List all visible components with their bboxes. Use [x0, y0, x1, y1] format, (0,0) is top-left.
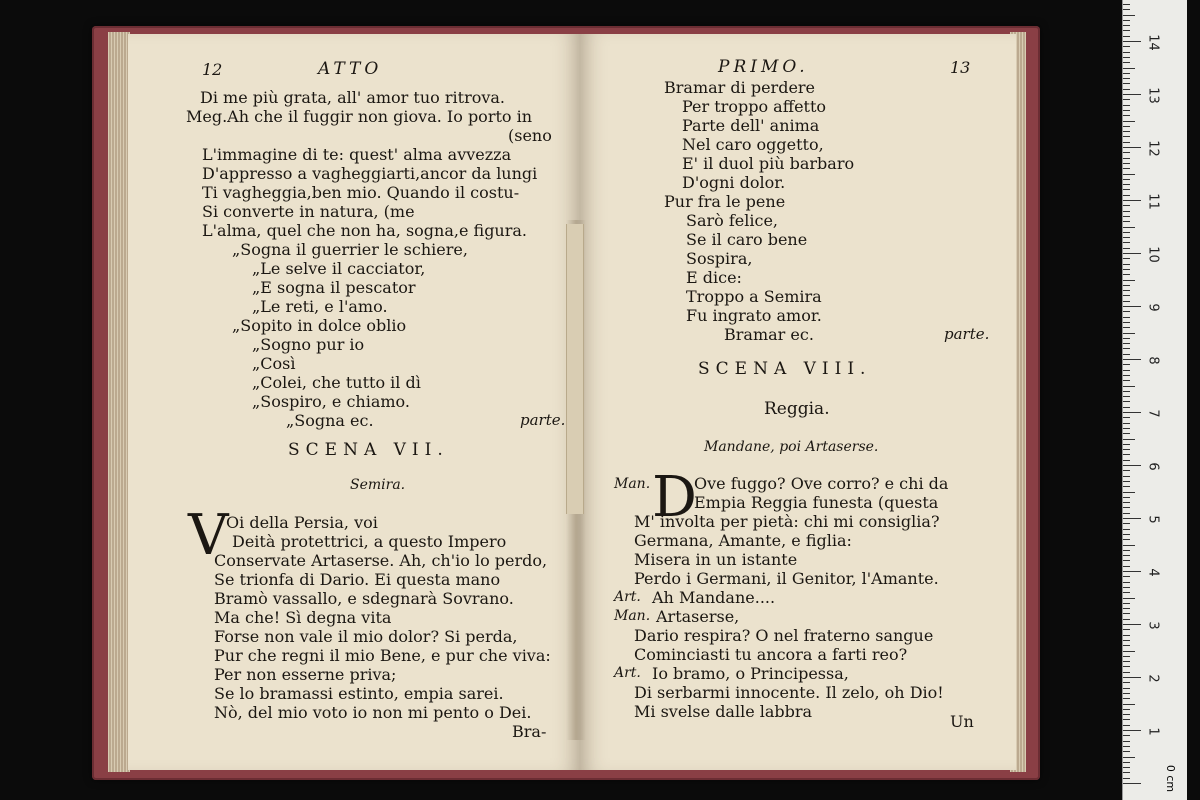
ruler-tick	[1123, 560, 1130, 561]
text-line: L'immagine di te: quest' alma avvezza	[202, 145, 512, 164]
aria-line: Bramar di perdere	[664, 78, 816, 97]
scene-characters: Mandane, poi Artaserse.	[704, 439, 879, 455]
ruler-tick	[1123, 248, 1130, 249]
running-head: ATTO	[318, 59, 383, 79]
ruler-tick	[1123, 407, 1130, 408]
ruler-tick	[1123, 280, 1135, 281]
ruler-tick	[1123, 195, 1130, 196]
aria-line: Sospira,	[686, 249, 753, 268]
ruler-tick	[1123, 529, 1130, 530]
text-line: L'alma, quel che non ha, sogna,e figura.	[202, 221, 528, 240]
ruler-tick	[1123, 126, 1130, 127]
ruler-tick	[1123, 189, 1130, 190]
ruler-tick	[1123, 507, 1130, 508]
aria-line: Fu ingrato amor.	[686, 306, 822, 325]
ruler-tick	[1123, 211, 1130, 212]
catchword: Un	[950, 712, 974, 731]
ruler-tick	[1123, 25, 1130, 26]
ruler-unit: 0 cm	[1164, 764, 1178, 793]
ruler-tick	[1123, 221, 1130, 222]
text-line: Meg.Ah che il fuggir non giova. Io porto in	[186, 107, 533, 126]
ruler-tick	[1123, 62, 1130, 63]
exit-mark: parte.	[520, 411, 566, 429]
ruler-tick	[1123, 391, 1130, 392]
ruler-tick	[1123, 15, 1135, 16]
ruler-tick	[1123, 258, 1130, 259]
text-line: D'appresso a vagheggiarti,ancor da lungi	[202, 164, 538, 183]
ruler-tick	[1123, 68, 1135, 69]
speaker-label: Art.	[614, 589, 641, 605]
ruler-number: 2	[1145, 674, 1161, 683]
dialogue-line: Di serbarmi innocente. Il zelo, oh Dio!	[634, 683, 944, 702]
ruler-tick	[1123, 46, 1130, 47]
ruler-tick	[1123, 174, 1135, 175]
ruler-tick	[1123, 306, 1141, 307]
ruler-tick	[1123, 725, 1130, 726]
ruler-tick	[1123, 184, 1130, 185]
text-line: Bramò vassallo, e sdegnarà Sovrano.	[214, 589, 514, 608]
ruler-tick	[1123, 216, 1130, 217]
aria-line: Troppo a Semira	[686, 287, 822, 306]
ruler-tick	[1123, 598, 1135, 599]
dialogue-line: M' involta per pietà: chi mi consiglia?	[634, 512, 940, 531]
ruler-number: 14	[1145, 34, 1161, 51]
ruler-tick	[1123, 295, 1130, 296]
ruler-number: 7	[1145, 409, 1161, 418]
right-page	[580, 34, 1016, 770]
ruler-tick	[1123, 364, 1130, 365]
ruler-tick	[1123, 36, 1130, 37]
page-block-edge-left	[108, 32, 130, 772]
text-line: Ma che! Sì degna vita	[214, 608, 392, 627]
aria-line: „Così	[252, 354, 296, 373]
ruler-number: 8	[1145, 356, 1161, 365]
ruler-tick	[1123, 290, 1130, 291]
ruler-tick	[1123, 635, 1130, 636]
ruler-tick	[1123, 73, 1130, 74]
dialogue-line: Mi svelse dalle labbra	[634, 702, 813, 721]
ruler-tick	[1123, 264, 1130, 265]
text-line: Per non esserne priva;	[214, 665, 397, 684]
ruler-tick	[1123, 158, 1130, 159]
ruler-tick	[1123, 486, 1130, 487]
page-number: 12	[202, 60, 223, 79]
ruler-tick	[1123, 9, 1130, 10]
ruler-tick	[1123, 640, 1130, 641]
text-line: Ti vagheggia,ben mio. Quando il costu-	[202, 183, 520, 202]
speaker-label: Man.	[614, 608, 651, 624]
aria-line: „Sogna il guerrier le schiere,	[232, 240, 468, 259]
dialogue-line: Empia Reggia funesta (questa	[694, 493, 939, 512]
ruler-tick	[1123, 333, 1135, 334]
ruler-tick	[1123, 714, 1130, 715]
ruler-tick	[1123, 719, 1130, 720]
ruler-tick	[1123, 492, 1135, 493]
ruler-tick	[1123, 105, 1130, 106]
text-line: Di me più grata, all' amor tuo ritrova.	[200, 88, 506, 107]
ruler-tick	[1123, 136, 1130, 137]
ruler-tick	[1123, 783, 1141, 784]
ruler-tick	[1123, 513, 1130, 514]
ruler-tick	[1123, 534, 1130, 535]
ruler-tick	[1123, 444, 1130, 445]
ruler-tick	[1123, 417, 1130, 418]
ruler-tick	[1123, 629, 1130, 630]
ruler-tick	[1123, 274, 1130, 275]
aria-line: „Sopito in dolce oblio	[232, 316, 407, 335]
ruler-tick	[1123, 301, 1130, 302]
ruler-tick	[1123, 147, 1141, 148]
ruler-tick	[1123, 163, 1130, 164]
aria-line: „Le selve il cacciator,	[252, 259, 426, 278]
ruler-tick	[1123, 269, 1130, 270]
aria-line: Bramar ec.	[724, 325, 814, 344]
text-line: Si converte in natura, (me	[202, 202, 415, 221]
aria-line: „Sogno pur io	[252, 335, 365, 354]
dialogue-line: Misera in un istante	[634, 550, 798, 569]
text-line: Nò, del mio voto io non mi pento o Dei.	[214, 703, 532, 722]
speaker-label: Man.	[614, 476, 651, 492]
ruler-tick	[1123, 545, 1135, 546]
dialogue-line: Dario respira? O nel fraterno sangue	[634, 626, 934, 645]
ruler-tick	[1123, 613, 1130, 614]
ruler-tick	[1123, 465, 1141, 466]
dialogue-line: Cominciasti tu ancora a farti reo?	[634, 645, 908, 664]
ruler-tick	[1123, 778, 1130, 779]
measurement-ruler	[1122, 0, 1187, 800]
aria-line: Pur fra le pene	[664, 192, 786, 211]
aria-line: Per troppo affetto	[682, 97, 827, 116]
ruler-tick	[1123, 741, 1130, 742]
ruler-tick	[1123, 571, 1141, 572]
ruler-tick	[1123, 751, 1130, 752]
ruler-tick	[1123, 704, 1135, 705]
drop-cap: V	[188, 503, 229, 568]
ruler-tick	[1123, 566, 1130, 567]
ruler-tick	[1123, 4, 1130, 5]
ruler-number: 11	[1145, 193, 1161, 210]
dialogue-line: Io bramo, o Principessa,	[652, 664, 849, 683]
ruler-tick	[1123, 661, 1130, 662]
ruler-tick	[1123, 242, 1130, 243]
ruler-number: 10	[1145, 246, 1161, 263]
speaker-label: Art.	[614, 665, 641, 681]
ruler-number: 5	[1145, 515, 1161, 524]
ruler-number: 4	[1145, 568, 1161, 577]
ruler-tick	[1123, 386, 1135, 387]
ruler-tick	[1123, 576, 1130, 577]
ruler-tick	[1123, 348, 1130, 349]
aria-line: E' il duol più barbaro	[682, 154, 855, 173]
aria-line: D'ogni dolor.	[682, 173, 786, 192]
ruler-tick	[1123, 582, 1130, 583]
ruler-tick	[1123, 523, 1130, 524]
ruler-number: 1	[1145, 727, 1161, 736]
drop-cap: D	[652, 465, 697, 530]
ruler-tick	[1123, 396, 1130, 397]
ruler-tick	[1123, 78, 1130, 79]
ruler-tick	[1123, 41, 1141, 42]
text-line: Deità protettrici, a questo Impero	[232, 532, 507, 551]
ruler-number: 6	[1145, 462, 1161, 471]
ruler-tick	[1123, 730, 1141, 731]
ruler-tick	[1123, 550, 1130, 551]
ruler-tick	[1123, 30, 1130, 31]
ruler-tick	[1123, 624, 1141, 625]
ruler-tick	[1123, 380, 1130, 381]
aria-line: „Sospiro, e chiamo.	[252, 392, 410, 411]
scene-character: Semira.	[350, 477, 406, 493]
ruler-tick	[1123, 460, 1130, 461]
text-line: (seno	[508, 126, 552, 145]
ruler-tick	[1123, 338, 1130, 339]
text-line: Se lo bramassi estinto, empia sarei.	[214, 684, 504, 703]
binding-tape	[566, 224, 584, 514]
ruler-number: 12	[1145, 140, 1161, 157]
ruler-tick	[1123, 772, 1130, 773]
scene-title: SCENA VIII.	[698, 359, 872, 379]
aria-line: Sarò felice,	[686, 211, 779, 230]
ruler-tick	[1123, 682, 1130, 683]
ruler-tick	[1123, 693, 1130, 694]
aria-line: „E sogna il pescator	[252, 278, 416, 297]
ruler-tick	[1123, 619, 1130, 620]
ruler-tick	[1123, 709, 1130, 710]
ruler-tick	[1123, 311, 1130, 312]
ruler-tick	[1123, 232, 1130, 233]
ruler-tick	[1123, 666, 1130, 667]
ruler-number: 3	[1145, 621, 1161, 630]
ruler-tick	[1123, 401, 1130, 402]
ruler-tick	[1123, 370, 1130, 371]
ruler-tick	[1123, 539, 1130, 540]
ruler-tick	[1123, 698, 1130, 699]
ruler-tick	[1123, 555, 1130, 556]
ruler-tick	[1123, 476, 1130, 477]
ruler-tick	[1123, 677, 1141, 678]
dialogue-line: Perdo i Germani, il Genitor, l'Amante.	[634, 569, 939, 588]
dialogue-line: Ah Mandane....	[652, 588, 776, 607]
ruler-tick	[1123, 227, 1135, 228]
ruler-tick	[1123, 359, 1141, 360]
ruler-tick	[1123, 121, 1135, 122]
ruler-tick	[1123, 200, 1141, 201]
text-line: Conservate Artaserse. Ah, ch'io lo perdo,	[214, 551, 548, 570]
ruler-tick	[1123, 735, 1130, 736]
scene-title: SCENA VII.	[288, 440, 449, 460]
ruler-tick	[1123, 762, 1130, 763]
running-head: PRIMO.	[718, 57, 809, 77]
ruler-tick	[1123, 322, 1130, 323]
aria-line: „Colei, che tutto il dì	[252, 373, 421, 392]
ruler-tick	[1123, 645, 1130, 646]
ruler-tick	[1123, 603, 1130, 604]
text-line: Se trionfa di Dario. Ei questa mano	[214, 570, 501, 589]
ruler-tick	[1123, 449, 1130, 450]
scene-place: Reggia.	[764, 399, 830, 419]
catchword: Bra-	[512, 722, 547, 741]
page-number: 13	[950, 58, 971, 77]
ruler-tick	[1123, 502, 1130, 503]
ruler-tick	[1123, 454, 1130, 455]
ruler-tick	[1123, 115, 1130, 116]
dialogue-line: Germana, Amante, e figlia:	[634, 531, 852, 550]
ruler-tick	[1123, 672, 1130, 673]
ruler-tick	[1123, 57, 1130, 58]
ruler-number: 9	[1145, 303, 1161, 312]
ruler-tick	[1123, 354, 1130, 355]
ruler-tick	[1123, 168, 1130, 169]
ruler-tick	[1123, 205, 1130, 206]
text-line: Forse non vale il mio dolor? Si perda,	[214, 627, 518, 646]
ruler-number: 13	[1145, 87, 1161, 104]
aria-line: „Sogna ec.	[286, 411, 374, 430]
ruler-tick	[1123, 142, 1130, 143]
ruler-tick	[1123, 608, 1130, 609]
ruler-tick	[1123, 423, 1130, 424]
ruler-tick	[1123, 20, 1130, 21]
text-line: Oi della Persia, voi	[226, 513, 378, 532]
ruler-tick	[1123, 688, 1130, 689]
ruler-tick	[1123, 481, 1130, 482]
ruler-tick	[1123, 99, 1130, 100]
ruler-tick	[1123, 52, 1130, 53]
ruler-tick	[1123, 651, 1135, 652]
ruler-tick	[1123, 518, 1141, 519]
ruler-tick	[1123, 412, 1141, 413]
ruler-tick	[1123, 428, 1130, 429]
ruler-tick	[1123, 94, 1141, 95]
ruler-tick	[1123, 152, 1130, 153]
ruler-tick	[1123, 253, 1141, 254]
ruler-tick	[1123, 470, 1130, 471]
ruler-tick	[1123, 375, 1130, 376]
ruler-tick	[1123, 439, 1135, 440]
dialogue-line: Artaserse,	[656, 607, 740, 626]
ruler-tick	[1123, 285, 1130, 286]
aria-line: Nel caro oggetto,	[682, 135, 824, 154]
ruler-tick	[1123, 587, 1130, 588]
ruler-tick	[1123, 110, 1130, 111]
ruler-tick	[1123, 746, 1130, 747]
ruler-tick	[1123, 433, 1130, 434]
ruler-tick	[1123, 179, 1130, 180]
exit-mark: parte.	[944, 325, 990, 343]
aria-line: E dice:	[686, 268, 742, 287]
ruler-tick	[1123, 237, 1130, 238]
ruler-tick	[1123, 592, 1130, 593]
aria-line: Se il caro bene	[686, 230, 808, 249]
ruler-tick	[1123, 317, 1130, 318]
text-line: Pur che regni il mio Bene, e pur che viva:	[214, 646, 551, 665]
left-page	[128, 34, 580, 770]
ruler-tick	[1123, 83, 1130, 84]
ruler-tick	[1123, 767, 1130, 768]
aria-line: Parte dell' anima	[682, 116, 820, 135]
aria-line: „Le reti, e l'amo.	[252, 297, 388, 316]
ruler-tick	[1123, 131, 1130, 132]
ruler-tick	[1123, 327, 1130, 328]
dialogue-line: Ove fuggo? Ove corro? e chi da	[694, 474, 949, 493]
ruler-tick	[1123, 89, 1130, 90]
ruler-tick	[1123, 497, 1130, 498]
ruler-tick	[1123, 343, 1130, 344]
ruler-tick	[1123, 656, 1130, 657]
ruler-tick	[1123, 757, 1135, 758]
